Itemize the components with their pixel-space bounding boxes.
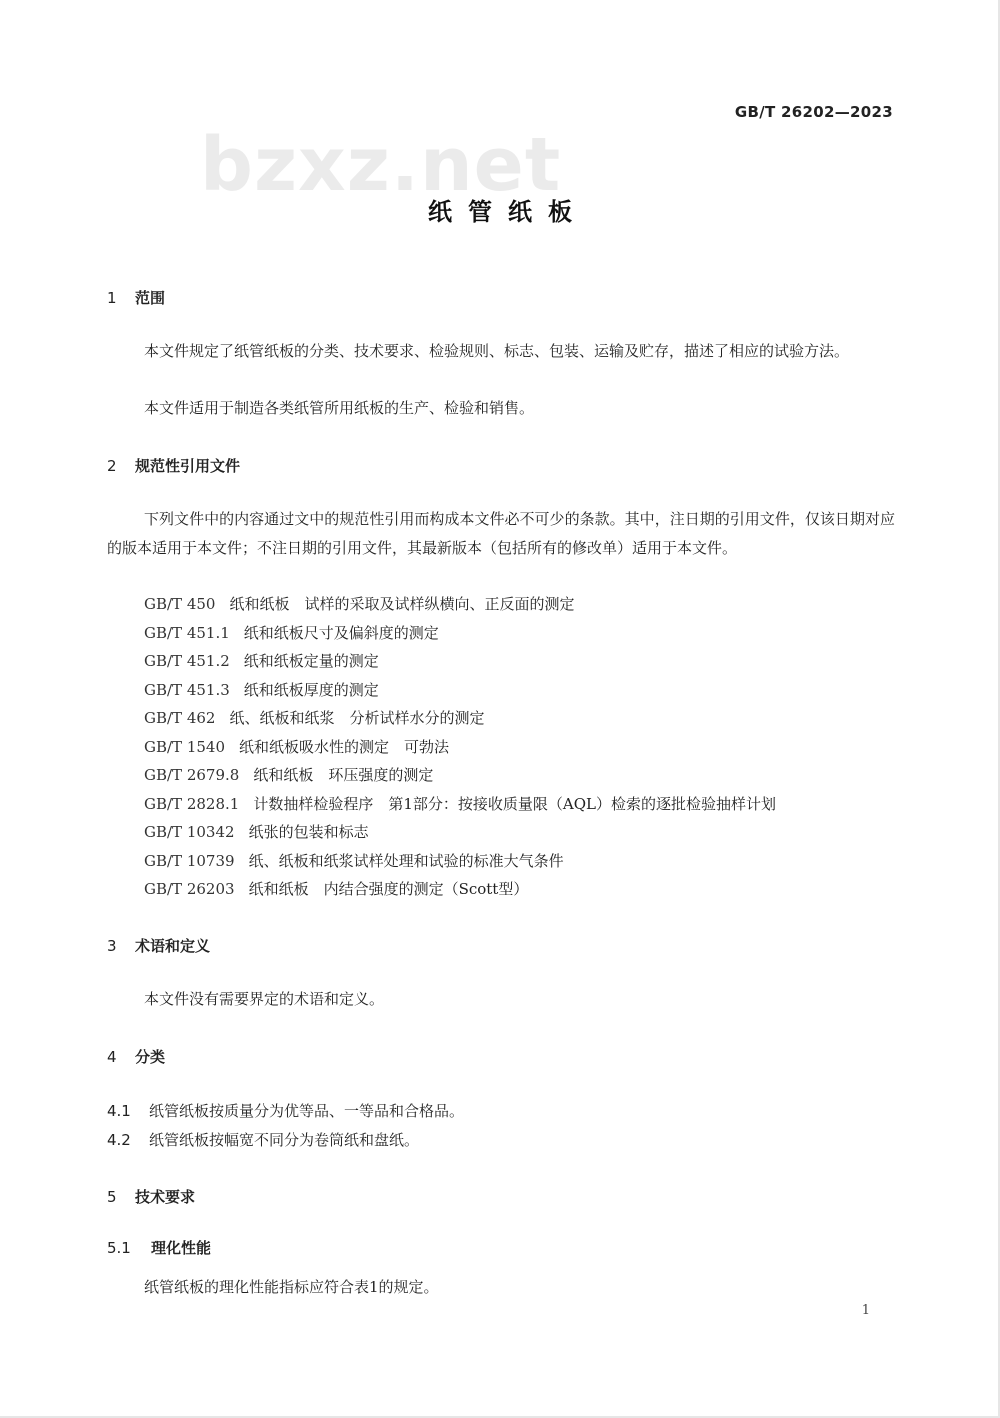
subsection-number: 5.1	[107, 1239, 131, 1257]
clause-number: 4.1	[107, 1102, 131, 1120]
reference-title: 纸和纸板 内结合强度的测定（Scott型）	[248, 880, 529, 898]
reference-item	[144, 590, 776, 619]
reference-item	[144, 676, 776, 705]
reference-item	[144, 704, 776, 733]
reference-title: 纸、纸板和纸浆试样处理和试验的标准大气条件	[248, 851, 564, 870]
section-number: 2	[107, 457, 117, 475]
paragraph-text: 下列文件中的内容通过文中的规范性引用而构成本文件必不可少的条款。其中，注日期的引用文件，仅该日期对应的版本适用于本文件；不注日期的引用文件，其最新版本（包括所有的修改单）适用于本文件。	[107, 510, 895, 557]
reference-code: GB/T 26203	[144, 880, 235, 898]
section-1-paragraph-1	[107, 337, 895, 366]
section-title: 技术要求	[135, 1188, 196, 1206]
section-4-heading	[107, 1046, 165, 1067]
paragraph-text: 本文件没有需要界定的术语和定义。	[144, 990, 385, 1008]
reference-code: GB/T 451.3	[144, 680, 230, 699]
subsection-title: 理化性能	[151, 1239, 212, 1257]
reference-title: 纸和纸板定量的测定	[243, 652, 379, 670]
section-3-paragraph-1	[107, 985, 895, 1014]
page-number: 1	[861, 1303, 870, 1318]
clause-text: 纸管纸板按质量分为优等品、一等品和合格品。	[149, 1102, 465, 1120]
reference-code: GB/T 2828.1	[144, 794, 240, 813]
document-title: 纸管纸板	[428, 198, 588, 226]
reference-code: GB/T 2679.8	[144, 766, 240, 784]
section-1-heading	[107, 287, 165, 308]
reference-item	[144, 761, 776, 790]
reference-title: 纸、纸板和纸浆 分析试样水分的测定	[229, 709, 485, 727]
clause-number: 4.2	[107, 1131, 131, 1149]
section-number: 3	[107, 937, 117, 955]
paragraph-text: 本文件适用于制造各类纸管所用纸板的生产、检验和销售。	[144, 399, 535, 417]
reference-code: GB/T 451.1	[144, 623, 230, 642]
section-3-heading	[107, 935, 210, 956]
reference-item	[144, 818, 776, 847]
section-number: 5	[107, 1188, 117, 1206]
reference-item	[144, 619, 776, 648]
clause-text: 纸管纸板按幅宽不同分为卷筒纸和盘纸。	[149, 1131, 420, 1149]
paragraph-text: 纸管纸板的理化性能指标应符合表1的规定。	[144, 1278, 439, 1296]
section-5-1-heading	[107, 1237, 211, 1258]
reference-code: GB/T 1540	[144, 737, 226, 756]
section-title: 规范性引用文件	[135, 457, 241, 475]
reference-list	[144, 590, 776, 904]
reference-code: GB/T 10342	[144, 823, 235, 841]
section-5-1-paragraph-1	[107, 1273, 895, 1302]
section-2-heading	[107, 455, 240, 476]
reference-item	[144, 875, 776, 904]
clause-4-2	[107, 1129, 419, 1150]
paragraph-text: 本文件规定了纸管纸板的分类、技术要求、检验规则、标志、包装、运输及贮存，描述了相应的试验方法。	[144, 342, 850, 360]
reference-item	[144, 790, 776, 819]
reference-code: GB/T 451.2	[144, 652, 230, 670]
reference-code: GB/T 450	[144, 595, 216, 613]
section-5-heading	[107, 1186, 195, 1207]
section-2-paragraph-1	[107, 505, 895, 562]
reference-code: GB/T 462	[144, 709, 216, 727]
reference-title: 纸和纸板吸水性的测定 可勃法	[239, 737, 450, 756]
section-title: 分类	[135, 1048, 166, 1066]
reference-item	[144, 733, 776, 762]
reference-title: 纸和纸板厚度的测定	[243, 680, 379, 699]
reference-code: GB/T 10739	[144, 851, 235, 870]
section-title: 范围	[135, 289, 166, 307]
reference-title: 纸和纸板 试样的采取及试样纵横向、正反面的测定	[229, 595, 575, 613]
section-number: 1	[107, 289, 117, 307]
reference-item	[144, 647, 776, 676]
section-number: 4	[107, 1048, 117, 1066]
standard-code: GB/T 26202—2023	[734, 103, 893, 121]
reference-item	[144, 847, 776, 876]
clause-4-1	[107, 1100, 464, 1121]
watermark: bzxz.net	[200, 122, 562, 208]
section-1-paragraph-2	[107, 394, 895, 423]
reference-title: 纸和纸板 环压强度的测定	[253, 766, 434, 784]
section-title: 术语和定义	[135, 937, 211, 955]
reference-title: 纸张的包装和标志	[248, 823, 369, 841]
reference-title: 纸和纸板尺寸及偏斜度的测定	[243, 623, 439, 642]
reference-title: 计数抽样检验程序 第1部分：按接收质量限（AQL）检索的逐批检验抽样计划	[253, 794, 776, 813]
